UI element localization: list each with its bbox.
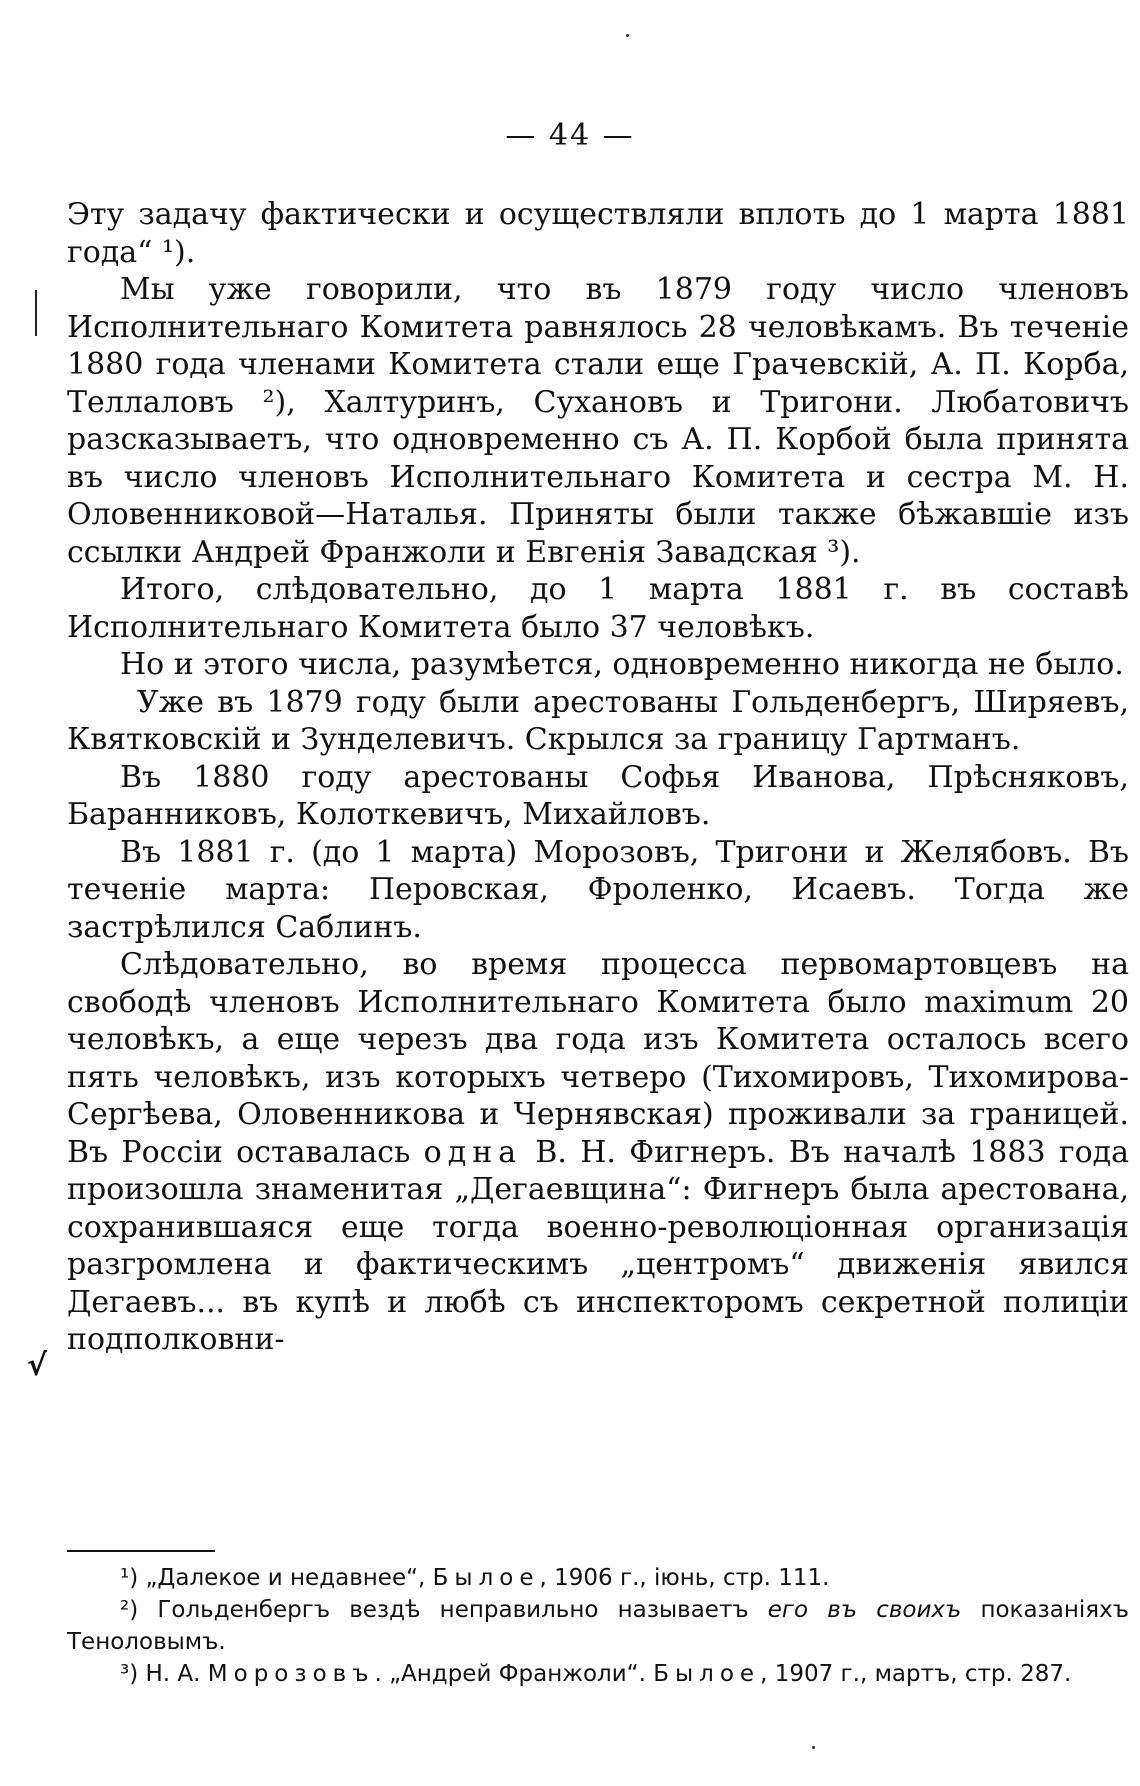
paragraph-6: Въ 1880 году арестованы Софья Иванова, Прѣсняковъ, Баранниковъ, Колоткевичъ, Михайловъ. <box>67 759 1129 832</box>
footnote-2-start: ²) Гольденбергъ вездѣ неправильно называетъ <box>120 1597 768 1623</box>
footnote-1-journal: Былое <box>432 1565 540 1591</box>
spaced-emphasis: одна <box>423 1134 523 1170</box>
paragraph-5: Уже въ 1879 году были арестованы Гольденбергъ, Ширяевъ, Квятковскій и Зунделевичъ. Скрылся за границу Гартманъ. <box>67 684 1129 757</box>
footnote-3 <box>67 1658 1129 1690</box>
top-speck <box>626 34 629 37</box>
footnote-2-end: показаніяхъ Теноловымъ. <box>67 1597 1129 1655</box>
footnote-3-title: . „Андрей Франжоли“. <box>374 1661 654 1687</box>
page-number: — 44 — <box>505 118 635 153</box>
footnote-3-end: , 1907 г., мартъ, стр. 287. <box>760 1661 1072 1687</box>
paragraph-8 <box>67 946 1129 1359</box>
footnote-2 <box>67 1594 1129 1658</box>
footnote-1-end: , 1906 г., іюнь, стр. 111. <box>539 1565 830 1591</box>
paragraph-3: Итого, слѣдовательно, до 1 марта 1881 г. въ составѣ Исполнительнаго Комитета было 37 человѣкъ. <box>67 572 1129 645</box>
paragraph-8-start: Слѣдовательно, во время процесса первомартовцевъ на свободѣ членовъ Исполнительнаго Комитета было maximum 20 человѣкъ, а еще черезъ два года изъ Комитета осталось всего пять человѣкъ, изъ которыхъ четверо (Тихомировъ, Тихомирова-Сергѣева, Оловенникова и Чернявская) проживали за границей. Въ Россіи оставалась <box>67 947 1129 1170</box>
footnote-3-author: Морозовъ <box>207 1661 375 1687</box>
footnote-1-start: ¹) „Далекое и недавнее“, <box>120 1565 433 1591</box>
paragraph-8-end: В. Н. Фигнеръ. Въ началѣ 1883 года произошла знаменитая „Дегаевщина“: Фигнеръ была арестована, сохранившаяся еще тогда военно-революціонная организація разгромлена и фактическимъ „центромъ“ движенія явился Дегаевъ... въ купѣ и любѣ съ инспекторомъ секретной полиціи подполковни- <box>67 1134 1129 1357</box>
footnote-3-start: ³) Н. А. <box>120 1661 208 1687</box>
footnotes <box>67 1562 1129 1690</box>
bottom-speck <box>812 1746 815 1749</box>
paragraph-1: Эту задачу фактически и осуществляли вплоть до 1 марта 1881 года“ ¹). <box>67 197 1129 270</box>
main-text <box>67 196 1129 1359</box>
footnote-separator <box>67 1550 215 1552</box>
paragraph-2: Мы уже говорили, что въ 1879 году число членовъ Исполнительнаго Комитета равнялось 28 человѣкамъ. Въ теченіе 1880 года членами Комитета стали еще Грачевскій, А. П. Корба, Теллаловъ ²), Халтуринъ, Сухановъ и Тригони. Любатовичъ разсказываетъ, что одновременно съ А. П. Корбой была принята въ число членовъ Исполнительнаго Комитета и сестра М. Н. Оловенниковой—Наталья. Приняты были также бѣжавшіе изъ ссылки Андрей Франжоли и Евгенія Завадская ³). <box>67 272 1129 570</box>
paragraph-7: Въ 1881 г. (до 1 марта) Морозовъ, Тригони и Желябовъ. Въ теченіе марта: Перовская, Фроленко, Исаевъ. Тогда же застрѣлился Саблинъ. <box>67 834 1129 945</box>
margin-check-mark: √ <box>27 1348 48 1383</box>
footnote-1 <box>67 1562 1129 1594</box>
paragraph-4: Но и этого числа, разумѣется, одновременно никогда не было. <box>120 647 1124 682</box>
margin-bar-mark <box>35 290 37 336</box>
footnote-3-journal: Былое <box>653 1661 761 1687</box>
footnote-2-italic: его въ своихъ <box>767 1597 962 1623</box>
